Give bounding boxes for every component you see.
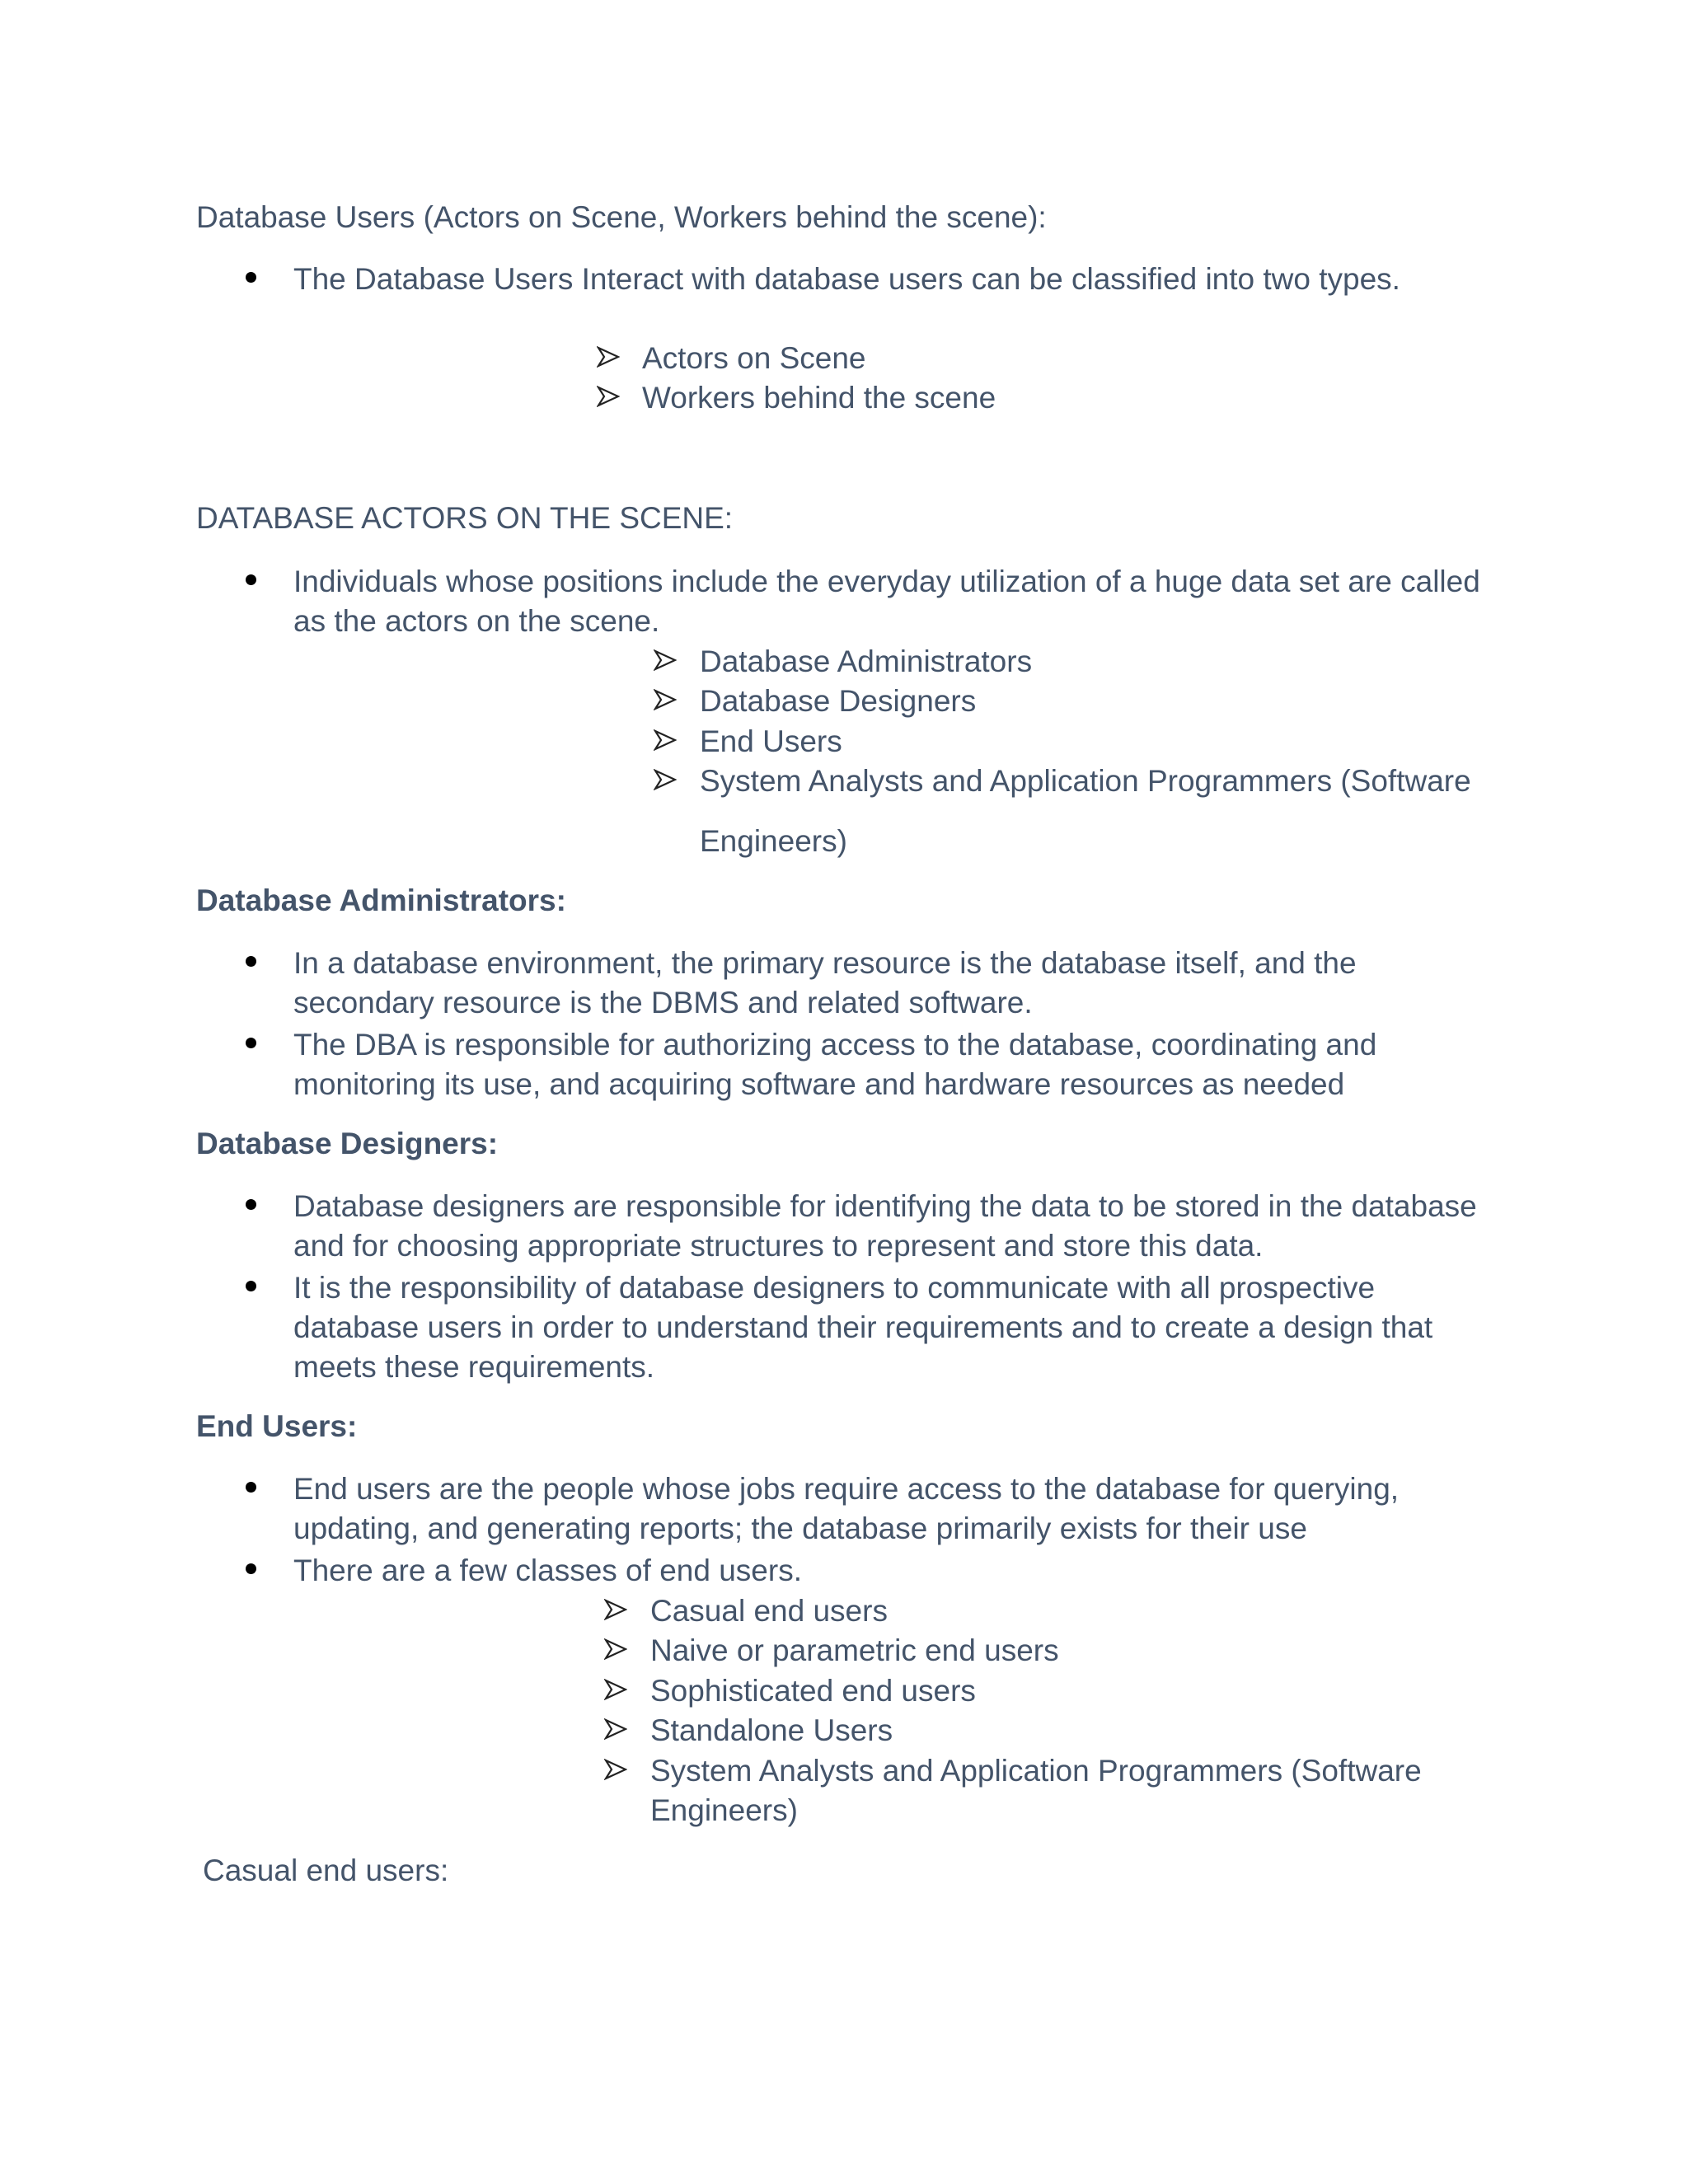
dba-bullet-line: secondary resource is the DBMS and related software. xyxy=(293,986,1033,1019)
arrow-bullet-icon xyxy=(604,1638,627,1660)
bullet-dot-icon xyxy=(246,1199,256,1210)
end-user-class: Naive or parametric end users xyxy=(650,1633,1059,1667)
end-user-class-continuation: Engineers) xyxy=(650,1793,798,1827)
designers-heading: Database Designers: xyxy=(196,1127,499,1160)
dba-bullet-line: The DBA is responsible for authorizing access to the database, coordinating and xyxy=(293,1028,1377,1062)
bullet-dot-icon xyxy=(246,1038,256,1048)
end-user-class: Casual end users xyxy=(650,1594,888,1628)
end-users-bullet-line: There are a few classes of end users. xyxy=(293,1554,802,1587)
actors-bullet-line: Individuals whose positions include the everyday utilization of a huge data set are called xyxy=(293,565,1480,598)
dba-bullet-line: In a database environment, the primary resource is the database itself, and the xyxy=(293,946,1357,980)
actors-bullet-line: as the actors on the scene. xyxy=(293,604,660,638)
dba-heading: Database Administrators: xyxy=(196,883,566,917)
actor-item: Database Administrators xyxy=(700,644,1033,678)
arrow-bullet-icon xyxy=(604,1599,627,1620)
actor-item-continuation: Engineers) xyxy=(700,824,847,858)
designers-bullet-line: and for choosing appropriate structures to represent and store this data. xyxy=(293,1229,1264,1263)
type-item: Actors on Scene xyxy=(642,341,866,375)
actors-heading: DATABASE ACTORS ON THE SCENE: xyxy=(196,501,734,535)
designers-bullet-line: database users in order to understand their requirements and to create a design that xyxy=(293,1310,1433,1344)
actor-item: End Users xyxy=(700,724,842,758)
arrow-bullet-icon xyxy=(604,1718,627,1740)
designers-bullet-line: It is the responsibility of database designers to communicate with all prospective xyxy=(293,1271,1376,1305)
type-item: Workers behind the scene xyxy=(642,381,996,415)
arrow-bullet-icon xyxy=(604,1759,627,1780)
arrow-bullet-icon xyxy=(604,1679,627,1700)
arrow-bullet-icon xyxy=(654,689,677,710)
bullet-dot-icon xyxy=(246,1281,256,1291)
dba-bullet-line: monitoring its use, and acquiring software and hardware resources as needed xyxy=(293,1067,1345,1101)
end-users-heading: End Users: xyxy=(196,1409,358,1443)
arrow-bullet-icon xyxy=(654,649,677,671)
bullet-dot-icon xyxy=(246,574,256,585)
arrow-bullet-icon xyxy=(654,769,677,790)
bullet-dot-icon xyxy=(246,956,256,967)
bullet-dot-icon xyxy=(246,1482,256,1493)
end-user-class: Standalone Users xyxy=(650,1713,893,1747)
casual-heading: Casual end users: xyxy=(203,1854,449,1887)
bullet-dot-icon xyxy=(246,272,256,283)
actor-item: Database Designers xyxy=(700,684,977,718)
intro-bullet: The Database Users Interact with database users can be classified into two types. xyxy=(293,262,1400,296)
end-users-bullet-line: End users are the people whose jobs require access to the database for querying, xyxy=(293,1472,1400,1506)
end-users-bullet-line: updating, and generating reports; the database primarily exists for their use xyxy=(293,1511,1307,1545)
end-user-class: System Analysts and Application Programmers (Software xyxy=(650,1754,1422,1788)
designers-bullet-line: meets these requirements. xyxy=(293,1350,655,1384)
bullet-dot-icon xyxy=(246,1563,256,1574)
end-user-class: Sophisticated end users xyxy=(650,1674,976,1708)
intro-heading: Database Users (Actors on Scene, Workers behind the scene): xyxy=(196,200,1047,234)
actor-item: System Analysts and Application Programmers (Software xyxy=(700,764,1471,798)
arrow-bullet-icon xyxy=(654,729,677,751)
arrow-bullet-icon xyxy=(597,386,620,407)
designers-bullet-line: Database designers are responsible for identifying the data to be stored in the database xyxy=(293,1189,1477,1223)
arrow-bullet-icon xyxy=(597,346,620,368)
